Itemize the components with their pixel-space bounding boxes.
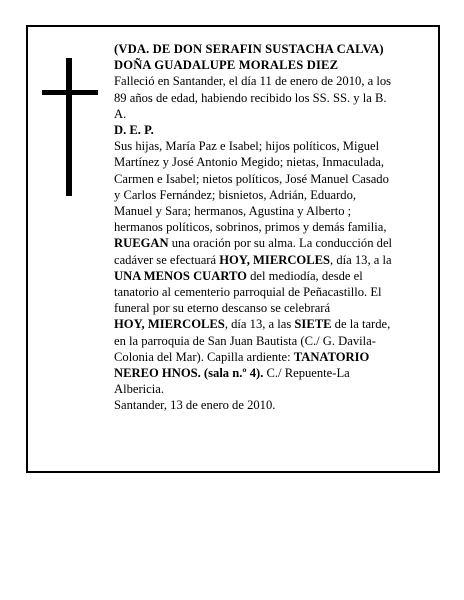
date-line: Santander, 13 de enero de 2010.: [114, 398, 276, 413]
funeral-text: , día 13, a las: [224, 317, 295, 332]
cross-icon: [42, 58, 98, 196]
family-line: Martínez y José Antonio Megido; nietas, Inmaculada,: [114, 155, 385, 170]
capilla-line: [114, 349, 420, 365]
conduccion-line: [114, 252, 420, 268]
funeral-line: [114, 316, 420, 332]
conduccion-line: funeral por su eterno descanso se celebrará: [114, 301, 331, 316]
ruegan-line: [114, 235, 420, 251]
funeral-day: HOY, MIERCOLES: [114, 317, 225, 332]
tanatorio-room: NEREO HNOS. (sala n.º 4).: [114, 366, 264, 381]
cross-vertical-bar: [66, 58, 72, 196]
intro-line: 89 años de edad, habiendo recibido los SS. SS. y la B.: [114, 90, 387, 105]
deceased-name: DOÑA GUADALUPE MORALES DIEZ: [114, 58, 339, 73]
address-line: Albericia.: [114, 382, 164, 397]
family-line: Manuel y Sara; hermanos, Agustina y Alberto ;: [114, 204, 352, 219]
family-line: Carmen e Isabel; nietos políticos, José Manuel Casado: [114, 171, 389, 186]
notice-text: [114, 41, 420, 414]
cross-horizontal-bar: [42, 90, 98, 95]
conduccion-day: HOY, MIERCOLES: [219, 252, 331, 267]
capilla-text: Colonia del Mar). Capilla ardiente:: [114, 349, 294, 364]
conduccion-text: cadáver se efectuará: [114, 252, 220, 267]
funeral-text: de la tarde,: [331, 317, 391, 332]
dep-line: D. E. P.: [114, 123, 154, 138]
conduccion-text: del mediodía, desde el: [246, 268, 363, 283]
conduccion-line: tanatorio al cementerio parroquial de Peñacastillo. El: [114, 285, 382, 300]
family-line: Sus hijas, María Paz e Isabel; hijos políticos, Miguel: [114, 139, 380, 154]
obituary-notice: [26, 25, 440, 473]
funeral-time: SIETE: [294, 317, 332, 332]
tanatorio-line: [114, 365, 420, 381]
widow-of-line: (VDA. DE DON SERAFIN SUSTACHA CALVA): [114, 42, 384, 56]
intro-line: Falleció en Santander, el día 11 de enero de 2010, a los: [114, 74, 392, 89]
family-line: y Carlos Fernández; bisnietos, Adrián, Eduardo,: [114, 187, 357, 202]
conduccion-time-line: [114, 268, 420, 284]
intro-line: A.: [114, 106, 127, 121]
ruegan-text: una oración por su alma. La conducción del: [168, 236, 393, 251]
conduccion-text: , día 13, a la: [330, 252, 392, 267]
address-text: C./ Repuente-La: [263, 366, 350, 381]
family-line: hermanos políticos, sobrinos, primos y demás familia,: [114, 220, 387, 235]
tanatorio-name: TANATORIO: [293, 349, 370, 364]
conduccion-time: UNA MENOS CUARTO: [114, 268, 247, 283]
ruegan-word: RUEGAN: [114, 236, 169, 251]
funeral-line: en la parroquia de San Juan Bautista (C./ G. Davila-: [114, 333, 376, 348]
